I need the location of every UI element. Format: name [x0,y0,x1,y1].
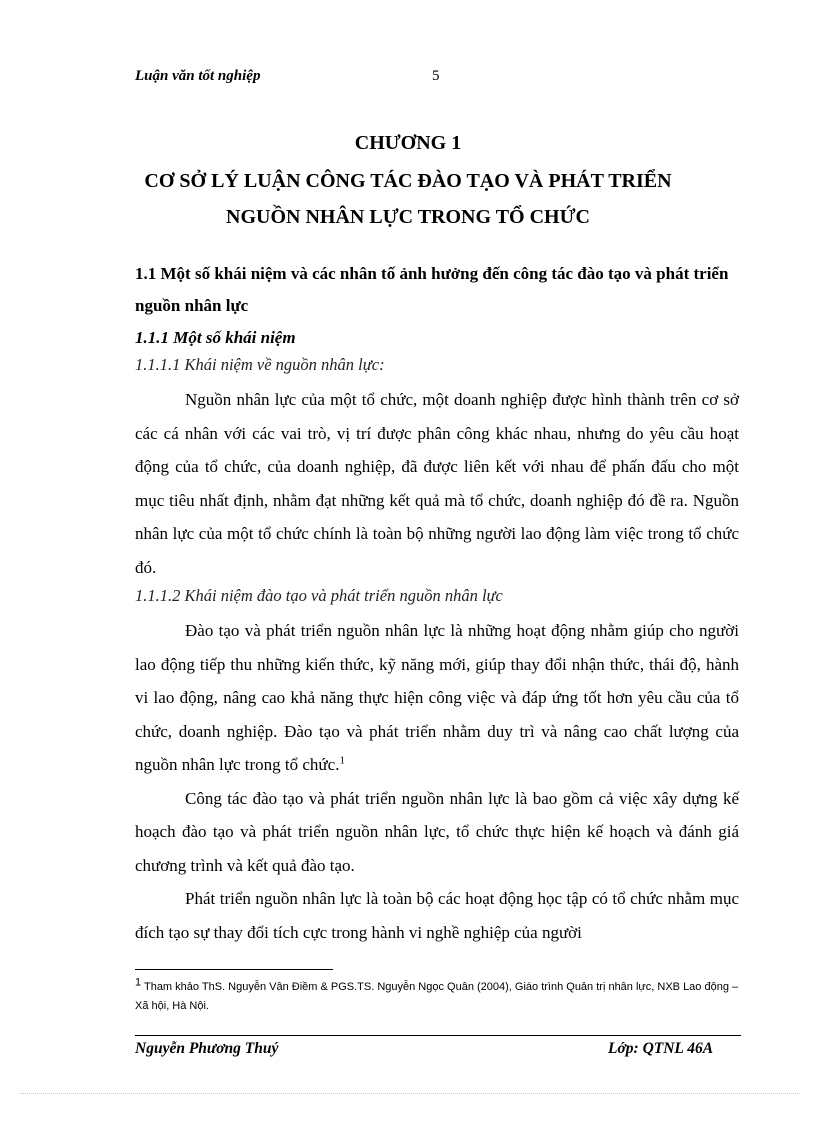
footnote-marker: 1 [135,976,142,989]
footnote-reference: 1 [339,754,345,767]
running-header-title: Luận văn tốt nghiệp [135,68,261,84]
footnote [135,978,739,1016]
paragraph-development: Phát triển nguồn nhân lực là toàn bộ các hoạt động học tập có tổ chức nhằm mục đích tạo sự thay đổi tích cực trong hành vi nghề nghiệp của người [135,889,739,942]
paragraph-training-text: Đào tạo và phát triển nguồn nhân lực là những hoạt động nhằm giúp cho người lao động tiếp thu những kiến thức, kỹ năng mới, giúp thay đổi nhận thức, thái độ, hành vi lao động, nâng cao khả năng thực hiện công việc và đáp ứng tốt hơn yêu cầu của tổ chức, doanh nghiệp. Đào tạo và phát triển nhằm duy trì và nâng cao chất lượng của nguồn nhân lực trong tổ chức. [135,621,739,774]
section-heading-1-1: 1.1 Một số khái niệm và các nhân tố ảnh hưởng đến công tác đào tạo và phát triển nguồn nhân lực [135,264,729,315]
paragraph-training-work: Công tác đào tạo và phát triển nguồn nhân lực là bao gồm cả việc xây dựng kế hoạch đào tạo và phát triển nguồn nhân lực, tổ chức thực hiện kế hoạch và đánh giá chương trình và kết quả đào tạo. [135,788,739,875]
paragraph-human-resources: Nguồn nhân lực của một tổ chức, một doanh nghiệp được hình thành trên cơ sở các cá nhân với các vai trò, vị trí được phân công khác nhau, nhưng do yêu cầu hoạt động của tổ chức, của doanh nghiệp, đã được liên kết với nhau để phấn đấu cho một mục tiêu nhất định, nhằm đạt những kết quả mà tổ chức, doanh nghiệp đó đề ra. Nguồn nhân lực của một tổ chức chính là toàn bộ những người lao động làm việc trong tổ chức đó. [135,390,739,577]
chapter-number: CHƯƠNG 1 [354,132,462,154]
main-text [135,258,739,949]
chapter-title-line-1: CƠ SỞ LÝ LUẬN CÔNG TÁC ĐÀO TẠO VÀ PHÁT TRIỂN [144,170,672,192]
footer-author: Nguyễn Phương Thuý [135,1040,279,1057]
footnote-separator [135,969,333,970]
section-heading-1-1-1-2: 1.1.1.2 Khái niệm đào tạo và phát triển nguồn nhân lực [135,586,503,605]
page-bottom-edge [20,1093,800,1094]
page-number: 5 [432,68,440,84]
section-heading-1-1-1: 1.1.1 Một số khái niệm [135,328,296,347]
footer-class: Lớp: QTNL 46A [608,1040,714,1057]
paragraph-training-definition [135,614,739,782]
footer-separator [135,1035,741,1036]
chapter-title-line-2: NGUỒN NHÂN LỰC TRONG TỔ CHỨC [226,206,590,228]
section-heading-1-1-1-1: 1.1.1.1 Khái niệm về nguồn nhân lực: [135,355,385,374]
footnote-text: Tham khảo ThS. Nguyễn Vân Điềm & PGS.TS. Nguyễn Ngọc Quân (2004), Giáo trình Quản trị nhân lực, NXB Lao động – Xã hội, Hà Nội. [135,981,739,1012]
